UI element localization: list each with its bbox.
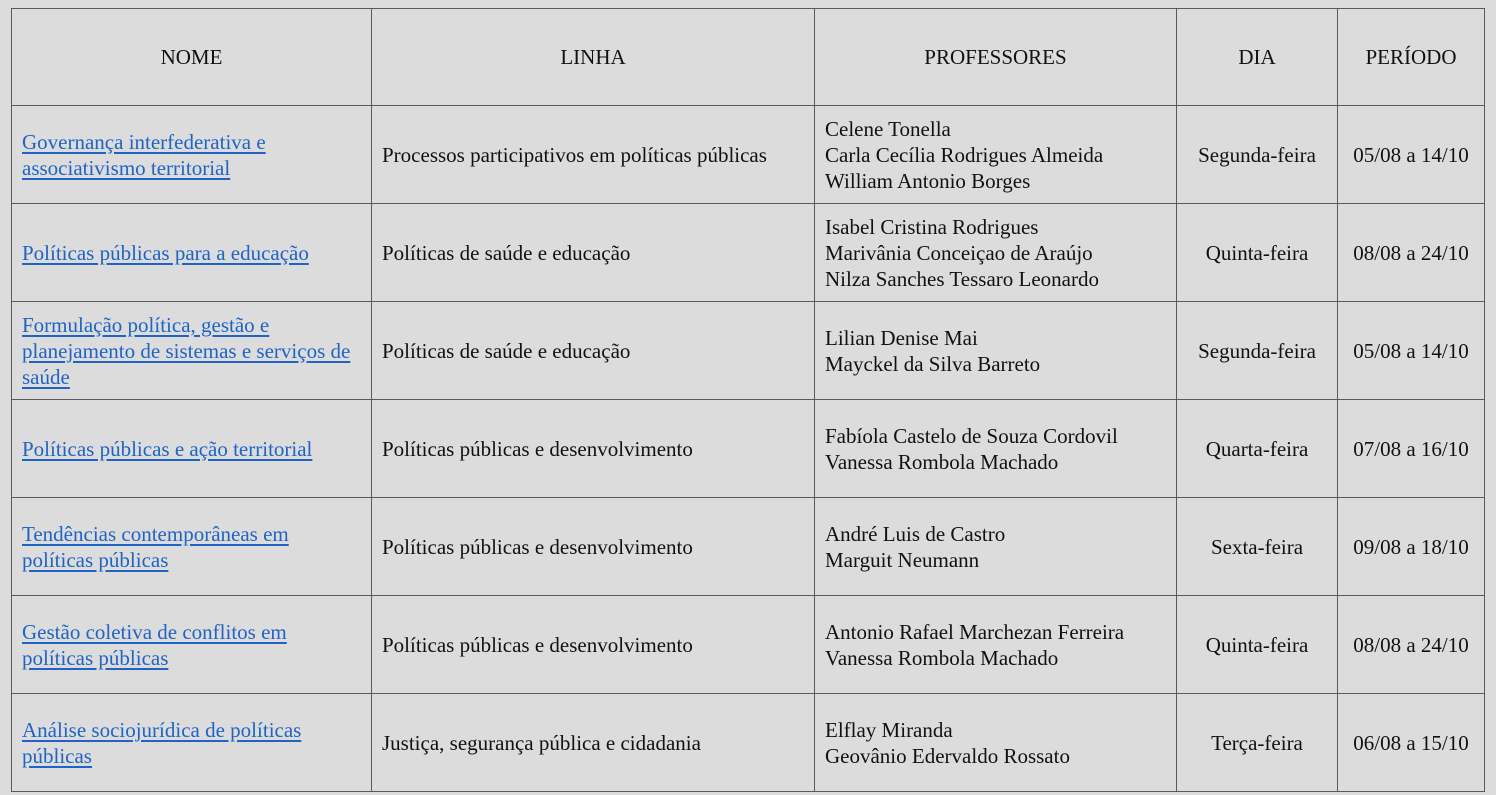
cell-nome [12, 204, 372, 302]
header-nome: NOME [12, 9, 372, 106]
cell-nome [12, 498, 372, 596]
header-professores: PROFESSORES [815, 9, 1177, 106]
discipline-link[interactable]: Análise sociojurídica de políticas públicas [22, 717, 302, 768]
professor-name: Antonio Rafael Marchezan Ferreira [825, 619, 1125, 644]
disciplines-table-wrapper [11, 8, 1484, 789]
professor-name: Geovânio Edervaldo Rossato [825, 743, 1070, 768]
cell-professores [815, 302, 1177, 400]
cell-periodo: 05/08 a 14/10 [1338, 302, 1485, 400]
cell-dia: Segunda-feira [1177, 106, 1338, 204]
table-header-row [12, 9, 1485, 106]
cell-dia: Quarta-feira [1177, 400, 1338, 498]
table-row [12, 204, 1485, 302]
cell-dia: Quinta-feira [1177, 596, 1338, 694]
cell-professores [815, 106, 1177, 204]
discipline-link[interactable]: Políticas públicas para a educação [22, 240, 309, 265]
disciplines-table [11, 8, 1485, 792]
cell-dia: Terça-feira [1177, 694, 1338, 792]
cell-nome [12, 694, 372, 792]
professor-name: Marguit Neumann [825, 547, 980, 572]
cell-nome [12, 106, 372, 204]
professor-name: Vanessa Rombola Machado [825, 449, 1059, 474]
cell-periodo: 08/08 a 24/10 [1338, 596, 1485, 694]
professor-name: Lilian Denise Mai [825, 325, 978, 350]
cell-periodo: 08/08 a 24/10 [1338, 204, 1485, 302]
cell-periodo: 09/08 a 18/10 [1338, 498, 1485, 596]
table-row [12, 596, 1485, 694]
cell-linha: Políticas públicas e desenvolvimento [372, 400, 815, 498]
discipline-link[interactable]: Políticas públicas e ação territorial [22, 436, 313, 461]
header-dia: DIA [1177, 9, 1338, 106]
professor-name: Marivânia Conceiçao de Araújo [825, 240, 1093, 265]
cell-professores [815, 694, 1177, 792]
discipline-link[interactable]: Gestão coletiva de conflitos em políticas públicas [22, 619, 287, 670]
professor-name: Elflay Miranda [825, 717, 953, 742]
cell-linha: Políticas públicas e desenvolvimento [372, 596, 815, 694]
cell-linha: Justiça, segurança pública e cidadania [372, 694, 815, 792]
table-row [12, 106, 1485, 204]
cell-periodo: 07/08 a 16/10 [1338, 400, 1485, 498]
cell-professores [815, 400, 1177, 498]
header-linha: LINHA [372, 9, 815, 106]
professor-name: Fabíola Castelo de Souza Cordovil [825, 423, 1118, 448]
discipline-link[interactable]: Formulação política, gestão e planejamento de sistemas e serviços de saúde [22, 312, 351, 389]
cell-linha: Processos participativos em políticas públicas [372, 106, 815, 204]
professor-name: Mayckel da Silva Barreto [825, 351, 1041, 376]
cell-dia: Quinta-feira [1177, 204, 1338, 302]
cell-dia: Segunda-feira [1177, 302, 1338, 400]
discipline-link[interactable]: Tendências contemporâneas em políticas públicas [22, 521, 289, 572]
cell-linha: Políticas públicas e desenvolvimento [372, 498, 815, 596]
professor-name: Carla Cecília Rodrigues Almeida [825, 142, 1104, 167]
cell-nome [12, 596, 372, 694]
cell-professores [815, 498, 1177, 596]
professor-name: William Antonio Borges [825, 168, 1031, 193]
professor-name: Vanessa Rombola Machado [825, 645, 1059, 670]
professor-name: André Luis de Castro [825, 521, 1006, 546]
professor-name: Celene Tonella [825, 116, 951, 141]
cell-nome [12, 400, 372, 498]
cell-periodo: 06/08 a 15/10 [1338, 694, 1485, 792]
table-row [12, 498, 1485, 596]
cell-professores [815, 596, 1177, 694]
professor-name: Nilza Sanches Tessaro Leonardo [825, 266, 1099, 291]
table-row [12, 400, 1485, 498]
cell-periodo: 05/08 a 14/10 [1338, 106, 1485, 204]
cell-linha: Políticas de saúde e educação [372, 204, 815, 302]
cell-linha: Políticas de saúde e educação [372, 302, 815, 400]
cell-dia: Sexta-feira [1177, 498, 1338, 596]
professor-name: Isabel Cristina Rodrigues [825, 214, 1039, 239]
discipline-link[interactable]: Governança interfederativa e associativismo territorial [22, 129, 266, 180]
table-row [12, 694, 1485, 792]
cell-professores [815, 204, 1177, 302]
table-row [12, 302, 1485, 400]
header-periodo: PERÍODO [1338, 9, 1485, 106]
cell-nome [12, 302, 372, 400]
